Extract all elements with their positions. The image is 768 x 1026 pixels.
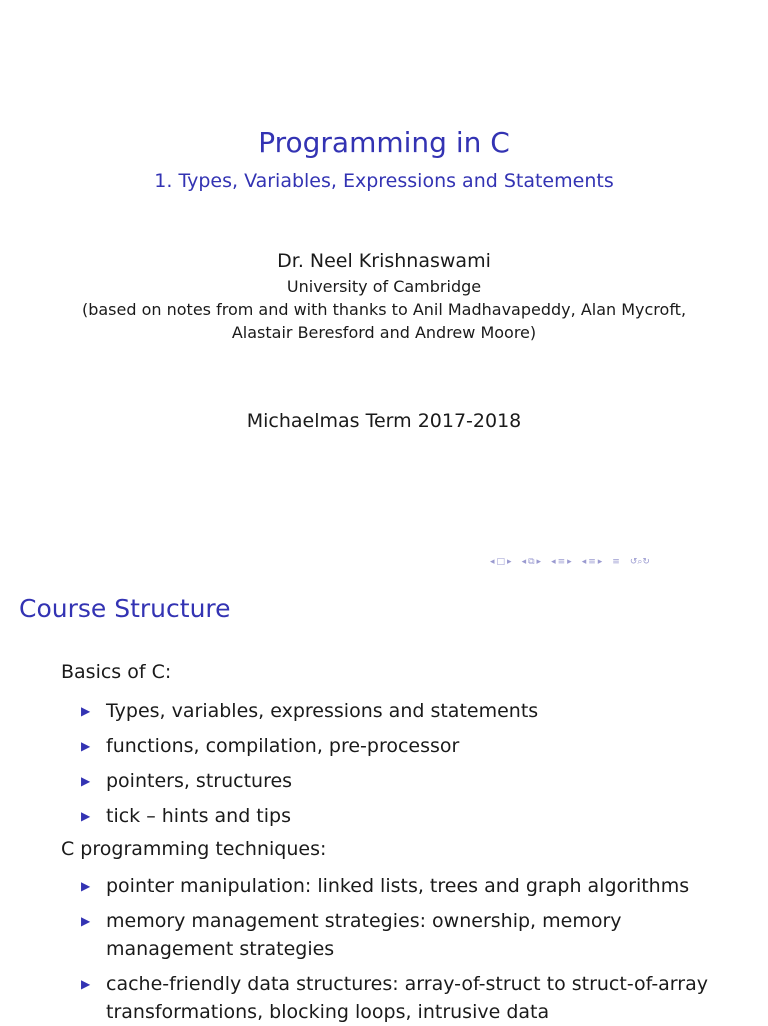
section-heading-techniques: C programming techniques: [61, 838, 327, 860]
list-item [81, 802, 741, 830]
presentation-subtitle: 1. Types, Variables, Expressions and Statements [154, 170, 614, 192]
search-nav [630, 557, 650, 567]
section-heading-basics: Basics of C: [61, 661, 172, 683]
search-icon[interactable]: ↺⌕↻ [629, 557, 650, 567]
bullet-icon: ▶ [81, 977, 91, 991]
list-item-text: functions, compilation, pre-processor [106, 735, 460, 757]
section-next-icon[interactable]: ▸ [567, 557, 572, 567]
institute-block [0, 275, 768, 344]
subsection-next-icon[interactable]: ▸ [536, 557, 542, 567]
frame-nav [490, 557, 512, 567]
frame-icon[interactable]: □ [496, 557, 506, 567]
section-icon[interactable]: ≡ [557, 557, 566, 567]
frame-title: Course Structure [19, 594, 231, 623]
list-item-text: Types, variables, expressions and statements [106, 700, 539, 722]
bullet-icon: ▶ [81, 914, 91, 928]
bullet-icon: ▶ [81, 739, 91, 753]
list-item [81, 697, 741, 725]
outline-next-icon[interactable]: ▸ [597, 557, 603, 567]
section-nav [551, 557, 572, 567]
list-item [81, 872, 741, 900]
align-nav [612, 557, 620, 567]
beamer-navigation-bar [490, 553, 762, 571]
course-structure-slide [0, 576, 768, 1024]
list-item-text: pointers, structures [106, 770, 293, 792]
presentation-date: Michaelmas Term 2017-2018 [246, 410, 522, 432]
align-icon[interactable]: ≡ [612, 557, 620, 567]
presentation-title: Programming in C [258, 126, 510, 159]
outline-nav [582, 557, 603, 567]
outline-prev-icon[interactable]: ◂ [581, 557, 587, 567]
list-item [81, 970, 721, 1026]
list-item-text: tick – hints and tips [106, 805, 291, 827]
section-prev-icon[interactable]: ◂ [551, 557, 556, 567]
subsection-prev-icon[interactable]: ◂ [521, 557, 527, 567]
institute-line: Alastair Beresford and Andrew Moore) [231, 323, 537, 342]
subsection-nav [522, 557, 542, 567]
bullet-icon: ▶ [81, 879, 91, 893]
outline-icon[interactable]: ≡ [588, 557, 596, 567]
list-item-text: cache-friendly data structures: array-of-struct to struct-of-array transformations, blocking loops, intrusive data [106, 973, 708, 1023]
institute-line: University of Cambridge [286, 277, 482, 296]
bullet-icon: ▶ [81, 809, 91, 823]
bullet-icon: ▶ [81, 704, 91, 718]
list-item [81, 732, 741, 760]
author-name: Dr. Neel Krishnaswami [277, 250, 491, 272]
list-item-text: pointer manipulation: linked lists, trees and graph algorithms [106, 875, 690, 897]
list-item-text: memory management strategies: ownership, memory management strategies [106, 910, 622, 960]
frame-prev-icon[interactable]: ◂ [490, 557, 495, 567]
institute-line: (based on notes from and with thanks to Anil Madhavapeddy, Alan Mycroft, [81, 300, 687, 319]
list-item [81, 767, 741, 795]
bullet-icon: ▶ [81, 774, 91, 788]
list-item [81, 907, 641, 963]
subsection-icon[interactable]: ⧉ [528, 557, 535, 567]
frame-next-icon[interactable]: ▸ [507, 557, 512, 567]
